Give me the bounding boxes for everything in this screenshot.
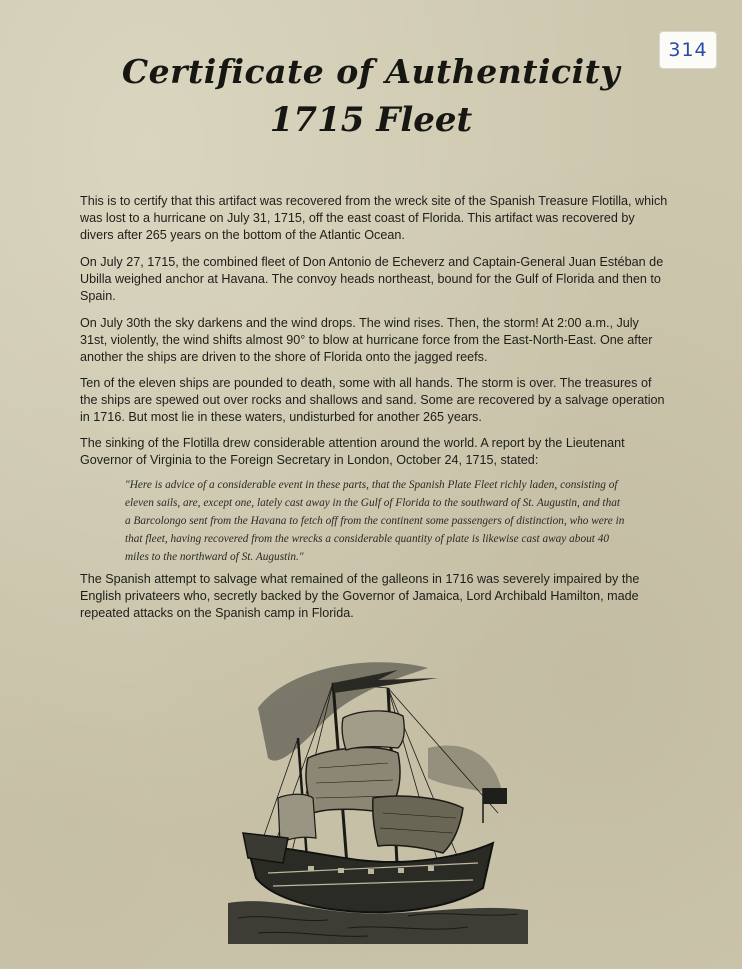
paragraph-wreck: Ten of the eleven ships are pounded to death, some with all hands. The storm is over. The treasures of the ships are spewed out over rocks and shallows and sand. Some are recovered by a salvage operation in 1716. But most lie in these waters, undisturbed for another 265 years. xyxy=(80,376,665,424)
certificate-title: Certificate of Authenticity xyxy=(121,52,621,91)
historical-quote: "Here is advice of a considerable event in these parts, that the Spanish Plate Fleet richly laden, consisting of eleven sails, are, except one, lately cast away in the Gulf of Florida to the southward of St. Augustin, and that a Barcolongo sent from the Havana to fetch off from the continent some passengers of distinction, who were in that fleet, having recovered from the wrecks a considerable quantity of plate is likewise cast away about 40 miles to the northward of St. Augustin." xyxy=(125,479,625,563)
paragraph-departure: On July 27, 1715, the combined fleet of Don Antonio de Echeverz and Captain-General Juan Estéban de Ubilla weighed anchor at Havana. The convoy heads northeast, bound for the Gulf of Florida and then to Spain. xyxy=(80,255,664,303)
galleon-ship-icon xyxy=(228,648,528,944)
paragraph-storm: On July 30th the sky darkens and the wind drops. The wind rises. Then, the storm! At 2:00 a.m., July 31st, violently, the wind shifts almost 90° to blow at hurricane force from the East-North-East. One after another the ships are driven to the shore of Florida onto the jagged reefs. xyxy=(80,316,653,364)
paragraph-salvage: The Spanish attempt to salvage what remained of the galleons in 1716 was severely impaired by the English privateers who, secretly backed by the Governor of Jamaica, Lord Archibald Hamilton, made repeated attacks on the Spanish camp in Florida. xyxy=(80,572,640,620)
paragraph-report: The sinking of the Flotilla drew considerable attention around the world. A report by the Lieutenant Governor of Virginia to the Foreign Secretary in London, October 24, 1715, stated: xyxy=(80,436,625,467)
certificate-subtitle: 1715 Fleet xyxy=(269,100,473,140)
paragraph-certification: This is to certify that this artifact was recovered from the wreck site of the Spanish Treasure Flotilla, which was lost to a hurricane on July 31, 1715, off the east coast of Florida. This artifact was recovered by divers after 265 years on the bottom of the Atlantic Ocean. xyxy=(80,194,668,242)
handwritten-number-tag: 314 xyxy=(659,31,717,69)
